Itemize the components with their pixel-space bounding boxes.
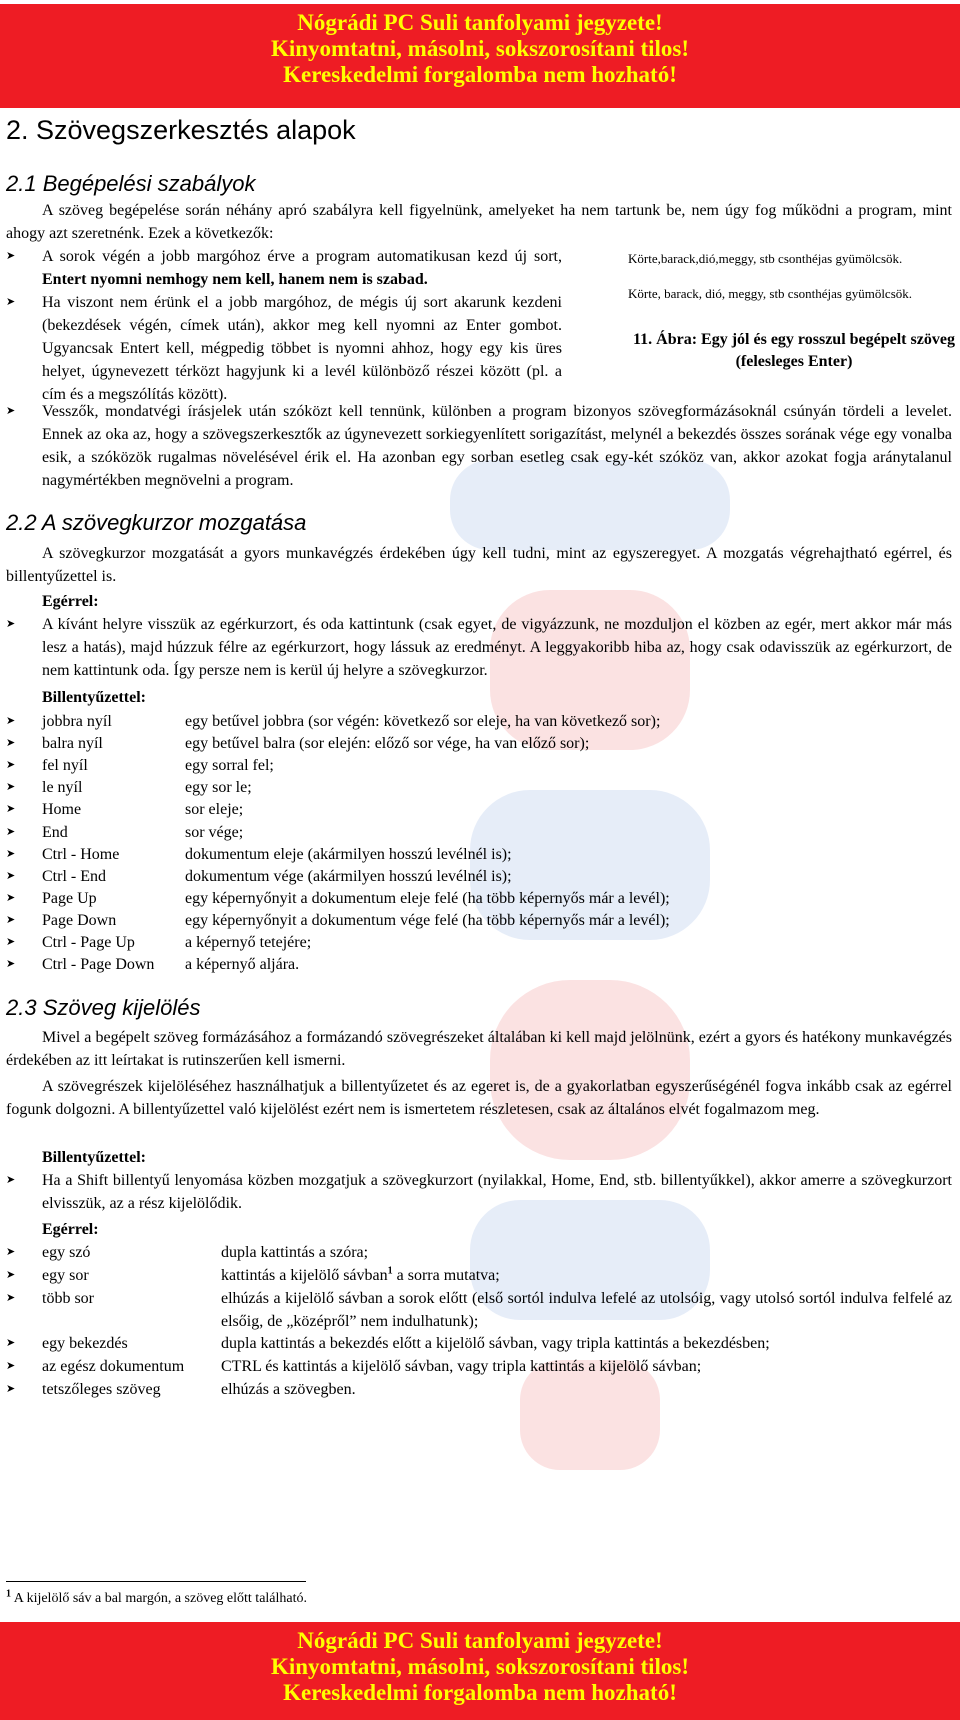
key-name: Ctrl - Page Up [42,934,135,951]
key-description: egy sor le; [185,779,252,797]
footnote-ref: 1 [387,1265,393,1277]
key-name: balra nyíl [42,735,103,753]
section-2-3-title: 2.3 Szöveg kijelölés [6,995,201,1020]
selection-method: dupla kattintás a bekezdés előtt a kijelölő sávban, vagy tripla kattintás a bekezdésben; [221,1335,770,1352]
arrow-bullet-icon: ➤ [6,1337,16,1349]
key-row [6,865,952,888]
arrow-bullet-icon: ➤ [6,847,16,860]
banner-line-2: Kinyomtatni, másolni, sokszorosítani tilos! [270,1654,690,1679]
mouse-selection-heading: Egérrel: [42,1221,99,1238]
chapter-title: 2. Szövegszerkesztés alapok [6,115,356,145]
selection-row [6,1264,952,1287]
list-item [6,613,952,682]
arrow-bullet-icon: ➤ [6,825,16,838]
key-description: egy képernyőnyit a dokumentum eleje felé (ha több képernyős már a levél); [185,889,670,907]
selection-target: az egész dokumentum [42,1358,185,1375]
banner-line-1: Nógrádi PC Suli tanfolyami jegyzete! [297,10,663,35]
arrow-bullet-icon: ➤ [6,250,16,262]
figure-line-bad: Körte, barack, dió, meggy, stb csonthéjas gyümölcsök. [628,286,913,301]
key-description: dokumentum eleje (akármilyen hosszú levélnél is); [185,845,512,863]
key-row [6,887,952,910]
arrow-bullet-icon: ➤ [6,1360,16,1372]
key-row [6,909,952,932]
arrow-bullet-icon: ➤ [6,958,16,971]
key-description: egy betűvel balra (sor elején: előző sor vége, ha van előző sor); [185,735,590,753]
selection-method-block [221,1378,952,1401]
selection-target: egy sor [42,1267,89,1284]
key-row [6,843,952,866]
key-name: Ctrl - Home [42,845,120,863]
figure-line-good: Körte,barack,dió,meggy, stb csonthéjas gyümölcsök. [628,251,903,266]
bullet-2-text: Ha viszont nem érünk el a jobb margóhoz, de mégis új sort akarunk kezdeni (bekezdések végén, címek után), akkor meg kell nyomni az Enter gombot. Ugyancsak Entert kell, mégpedig többet is nyomni ahhoz, hogy egy kis üres helyet, úgynevezett térközt hagyjunk ki a levél különböző részei között (pl. a cím és a megszólítás között). [42,294,562,403]
key-description: sor eleje; [185,801,244,819]
bullet-1-bold: Entert nyomni nemhogy nem kell, hanem nem is szabad. [42,271,428,288]
selection-method-block [221,1287,952,1333]
key-row [6,776,952,799]
arrow-bullet-icon: ➤ [6,1383,16,1395]
key-name: Ctrl - Page Down [42,956,155,974]
selection-method-tail: a sorra mutatva; [392,1267,500,1284]
selection-method-block [221,1355,952,1378]
arrow-bullet-icon: ➤ [6,803,16,816]
section-2-2-title: 2.2 A szövegkurzor mozgatása [6,510,307,535]
key-name: Page Down [42,911,117,929]
key-row [6,953,952,976]
keyboard-selection-heading: Billentyűzettel: [42,1149,146,1166]
key-description: egy sorral fel; [185,757,274,775]
arrow-bullet-icon: ➤ [6,781,16,794]
mouse-text: A kívánt helyre visszük az egérkurzort, és oda kattintunk (csak egyet, de vigyázzunk, ne mozduljon el közben az egér, mert akkor már más lesz a hatás), majd húzzuk félre az egérkurzort, hogy lássuk az eredményt. A leggyakoribb hiba az, hogy csak odavisszük az egérkurzort, de nem kattintunk oda. Így persze nem is kerül új helyre a szövegkurzor. [42,616,952,679]
arrow-bullet-icon: ➤ [6,618,16,630]
key-name: Ctrl - End [42,867,106,885]
selection-target: több sor [42,1290,94,1307]
arrow-bullet-icon: ➤ [6,1246,16,1258]
keyboard-selection-text: Ha a Shift billentyű lenyomása közben mozgatjuk a szövegkurzort (nyilakkal, Home, End, stb. billentyűkkel), akkor amerre a szövegkurzort elvisszük, az a rész kijelölődik. [42,1172,952,1212]
bullet-3-text: Vesszők, mondatvégi írásjelek után szóközt kell tennünk, különben a program bizonyos szövegformázásoknál csúnyán tördeli a levelet. Ennek az oka az, hogy a szövegszerkesztők az úgynevezett sorkiegyenlített sorigazítást, melynél a bekezdés összes sorának vége egy vonalba esik, a szóközök rugalmas növelésével érik el. Ha azonban egy sorban esetleg csak egy-két szóköz van, akkor azokat fogja aránytalanul nagymértékben megnövelni a program. [42,403,952,489]
mouse-heading: Egérrel: [42,593,99,610]
selection-method-block [221,1264,952,1287]
selection-target: tetszőleges szöveg [42,1381,161,1398]
key-description: sor vége; [185,823,244,841]
selection-method: elhúzás a kijelölő sávban a sorok előtt (első sortól indulva lefelé az utolsóig, vagy utolsó sortól indulva felfelé az elsőig, de „középről” nem indulhatunk); [221,1290,952,1330]
footnote [6,1590,307,1608]
arrow-bullet-icon: ➤ [6,715,16,727]
header-banner [0,4,960,108]
figure-caption: 11. Ábra: Egy jól és egy rosszul begépelt szöveg (felesleges Enter) [633,331,955,370]
banner-line-1: Nógrádi PC Suli tanfolyami jegyzete! [297,1628,663,1653]
selection-method: dupla kattintás a szóra; [221,1244,369,1261]
key-description: a képernyő tetejére; [185,934,312,951]
key-name: jobbra nyíl [42,713,112,730]
selection-row [6,1287,952,1330]
selection-method-block [221,1241,952,1264]
banner-line-3: Kereskedelmi forgalomba nem hozható! [283,1680,677,1705]
banner-line-2: Kinyomtatni, másolni, sokszorosítani tilos! [270,36,690,61]
selection-row [6,1355,952,1378]
arrow-bullet-icon: ➤ [6,737,16,750]
selection-row [6,1332,952,1355]
key-row [6,710,952,733]
key-name: le nyíl [42,779,83,797]
selection-method: elhúzás a szövegben. [221,1381,356,1398]
list-item [6,291,562,406]
key-description: dokumentum vége (akármilyen hosszú levélnél is); [185,867,512,885]
selection-target: egy szó [42,1244,91,1261]
selection-method-block [221,1332,952,1355]
footnote-text: A kijelölő sáv a bal margón, a szöveg előtt található. [11,1591,308,1606]
key-row [6,754,952,777]
selection-target: egy bekezdés [42,1335,128,1352]
arrow-bullet-icon: ➤ [6,296,16,308]
list-item [6,245,562,291]
arrow-bullet-icon: ➤ [6,936,16,948]
key-row [6,732,952,755]
key-row [6,798,952,821]
footnote-number: 1 [6,1588,11,1600]
arrow-bullet-icon: ➤ [6,759,16,772]
key-description: a képernyő aljára. [185,956,300,974]
section-2-2-intro: A szövegkurzor mozgatását a gyors munkavégzés érdekében úgy kell tudni, mint az egyszeregyet. A mozgatás végrehajtható egérrel, és billentyűzettel is. [6,545,952,585]
key-name: Page Up [42,889,97,907]
arrow-bullet-icon: ➤ [6,869,16,882]
selection-row [6,1378,952,1401]
list-item [6,400,952,492]
footer-banner [0,1622,960,1720]
key-name: Home [42,801,82,819]
key-description: egy betűvel jobbra (sor végén: következő sor eleje, ha van következő sor); [185,713,661,730]
selection-row [6,1241,952,1264]
key-name: fel nyíl [42,757,88,775]
key-description: egy képernyőnyit a dokumentum vége felé (ha több képernyős már a levél); [185,911,670,929]
arrow-bullet-icon: ➤ [6,913,16,926]
list-item [6,1169,952,1215]
key-name: End [42,823,68,841]
key-row [6,931,952,954]
bullet-1-text: A sorok végén a jobb margóhoz érve a program automatikusan kezd új sort, [42,248,562,265]
arrow-bullet-icon: ➤ [6,405,16,417]
selection-method: kattintás a kijelölő sávban [221,1267,388,1284]
footnote-separator [6,1581,306,1582]
arrow-bullet-icon: ➤ [6,1292,16,1304]
selection-method: CTRL és kattintás a kijelölő sávban, vagy tripla kattintás a kijelölő sávban; [221,1358,702,1375]
key-row [6,821,952,844]
arrow-bullet-icon: ➤ [6,1174,16,1186]
section-2-1-title: 2.1 Begépelési szabályok [6,171,256,196]
section-2-3-p1: Mivel a begépelt szöveg formázásához a formázandó szövegrészeket általában ki kell majd jelölnünk, ezért a gyors és hatékony munkavégzés érdekében az itt leírtakat is rutinszerűen kell ismerni. [6,1029,952,1069]
arrow-bullet-icon: ➤ [6,891,16,904]
banner-line-3: Kereskedelmi forgalomba nem hozható! [283,62,677,87]
section-2-3-p2: A szövegrészek kijelöléséhez használhatjuk a billentyűzetet és az egeret is, de a gyakorlatban egyszerűségénél fogva inkább csak az egérrel fogunk dolgozni. A billentyűzettel való kijelölést ezért nem is ismertetem részletesen, csak az általános elvét fogalmazom meg. [6,1078,952,1118]
keyboard-heading: Billentyűzettel: [42,689,146,706]
section-2-1-intro: A szöveg begépelése során néhány apró szabályra kell figyelnünk, amelyeket ha nem tartunk be, nem úgy fog működni a program, mint ahogy azt szeretnénk. Ezek a következők: [6,202,952,242]
arrow-bullet-icon: ➤ [6,1269,16,1281]
